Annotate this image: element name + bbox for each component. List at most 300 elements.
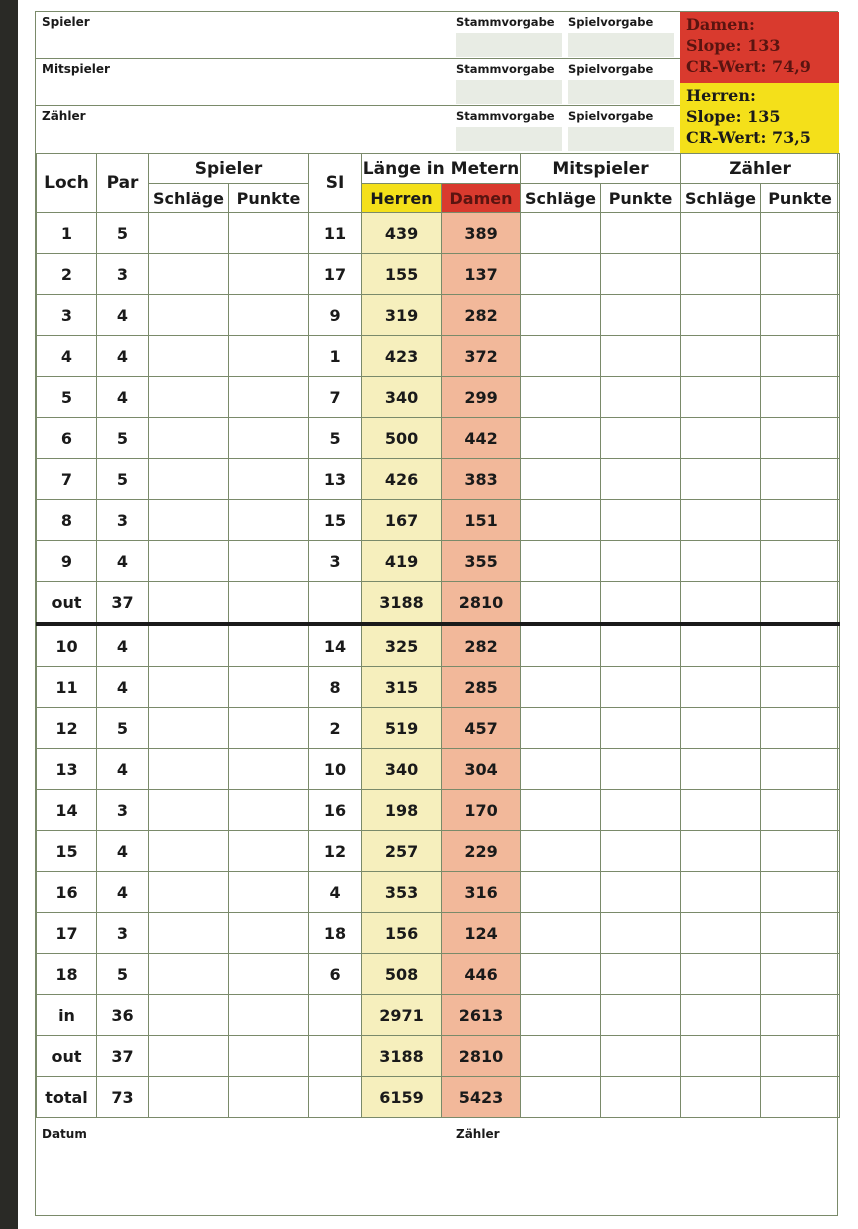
zaehler-schlaege-cell[interactable] (681, 913, 761, 954)
zaehler-schlaege-cell[interactable] (681, 500, 761, 541)
mitspieler-punkte-cell[interactable] (601, 708, 681, 749)
spieler-punkte-cell[interactable] (229, 790, 309, 831)
table-row (37, 708, 840, 749)
hole-cell: 1 (37, 213, 97, 254)
spieler-schlaege-cell[interactable] (149, 377, 229, 418)
mitspieler-schlaege-header: Schläge (521, 184, 601, 213)
zaehler-schlaege-cell[interactable] (681, 541, 761, 582)
herren-length-cell: 519 (362, 708, 442, 749)
table-row (37, 995, 840, 1036)
spielvorgabe-field[interactable] (568, 33, 674, 57)
si-cell: 2 (309, 708, 362, 749)
spieler-punkte-cell[interactable] (229, 459, 309, 500)
zaehler-schlaege-cell[interactable] (681, 336, 761, 377)
mitspieler-schlaege-cell[interactable] (521, 749, 601, 790)
hole-cell: 4 (37, 336, 97, 377)
damen-slope: Slope: 133 (686, 36, 781, 55)
par-cell: 5 (97, 418, 149, 459)
mitspieler-punkte-cell[interactable] (601, 667, 681, 708)
left-edge-bar (0, 0, 18, 1229)
table-row (37, 667, 840, 708)
spieler-schlaege-cell[interactable] (149, 708, 229, 749)
spieler-punkte-cell[interactable] (229, 667, 309, 708)
par-cell: 3 (97, 913, 149, 954)
si-cell: 12 (309, 831, 362, 872)
spieler-punkte-cell[interactable] (229, 582, 309, 625)
zaehler-punkte-cell[interactable] (761, 582, 840, 625)
par-cell: 5 (97, 954, 149, 995)
par-cell: 3 (97, 500, 149, 541)
hole-cell: 17 (37, 913, 97, 954)
mitspieler-schlaege-cell[interactable] (521, 254, 601, 295)
hole-cell: 2 (37, 254, 97, 295)
spieler-schlaege-cell[interactable] (149, 582, 229, 625)
par-cell: 4 (97, 377, 149, 418)
mitspieler-punkte-cell[interactable] (601, 872, 681, 913)
table-row (37, 1077, 840, 1118)
damen-cr-wert: CR-Wert: 74,9 (686, 57, 811, 76)
mitspieler-header: Mitspieler (521, 154, 681, 184)
spieler-punkte-cell[interactable] (229, 254, 309, 295)
stammvorgabe-field[interactable] (456, 33, 562, 57)
zaehler-schlaege-cell[interactable] (681, 582, 761, 625)
damen-length-cell: 383 (442, 459, 521, 500)
herren-length-cell: 423 (362, 336, 442, 377)
par-cell: 5 (97, 459, 149, 500)
mitspieler-punkte-cell[interactable] (601, 1036, 681, 1077)
zaehler-schlaege-cell[interactable] (681, 418, 761, 459)
spieler-punkte-cell[interactable] (229, 1036, 309, 1077)
zaehler-schlaege-cell[interactable] (681, 790, 761, 831)
mitspieler-schlaege-cell[interactable] (521, 295, 601, 336)
herren-length-cell: 6159 (362, 1077, 442, 1118)
mitspieler-punkte-cell[interactable] (601, 295, 681, 336)
mitspieler-schlaege-cell[interactable] (521, 213, 601, 254)
zaehler-schlaege-cell[interactable] (681, 1036, 761, 1077)
datum-label: Datum (42, 1127, 87, 1141)
mitspieler-schlaege-cell[interactable] (521, 418, 601, 459)
laenge-header: Länge in Metern (362, 154, 521, 184)
mitspieler-punkte-header: Punkte (601, 184, 681, 213)
spieler-punkte-cell[interactable] (229, 1077, 309, 1118)
table-row (37, 954, 840, 995)
si-cell: 13 (309, 459, 362, 500)
table-row (37, 377, 840, 418)
herren-cr-wert: CR-Wert: 73,5 (686, 128, 811, 147)
damen-length-cell: 282 (442, 295, 521, 336)
zaehler-schlaege-cell[interactable] (681, 831, 761, 872)
zaehler-punkte-cell[interactable] (761, 418, 840, 459)
damen-length-cell: 299 (442, 377, 521, 418)
spieler-punkte-header: Punkte (229, 184, 309, 213)
mitspieler-punkte-cell[interactable] (601, 500, 681, 541)
herren-length-cell: 3188 (362, 1036, 442, 1077)
si-cell: 14 (309, 624, 362, 667)
hole-cell: in (37, 995, 97, 1036)
si-cell: 15 (309, 500, 362, 541)
spieler-schlaege-cell[interactable] (149, 872, 229, 913)
zaehler-punkte-cell[interactable] (761, 213, 840, 254)
mitspieler-schlaege-cell[interactable] (521, 708, 601, 749)
table-row (37, 254, 840, 295)
stammvorgabe-label: Stammvorgabe (456, 62, 555, 76)
damen-length-cell: 457 (442, 708, 521, 749)
si-cell: 7 (309, 377, 362, 418)
zaehler-schlaege-cell[interactable] (681, 213, 761, 254)
spieler-label: Spieler (42, 15, 90, 29)
zaehler-signature-label: Zähler (456, 1127, 500, 1141)
mitspieler-label: Mitspieler (42, 62, 110, 76)
par-cell: 4 (97, 667, 149, 708)
hole-cell: 12 (37, 708, 97, 749)
si-cell (309, 1077, 362, 1118)
si-cell (309, 995, 362, 1036)
mitspieler-schlaege-cell[interactable] (521, 624, 601, 667)
par-cell: 37 (97, 582, 149, 625)
hole-cell: 3 (37, 295, 97, 336)
hole-cell: 6 (37, 418, 97, 459)
spieler-schlaege-cell[interactable] (149, 254, 229, 295)
hole-cell: 14 (37, 790, 97, 831)
zaehler-schlaege-cell[interactable] (681, 667, 761, 708)
zaehler-punkte-cell[interactable] (761, 995, 840, 1036)
herren-length-cell: 156 (362, 913, 442, 954)
mitspieler-schlaege-cell[interactable] (521, 913, 601, 954)
herren-length-cell: 315 (362, 667, 442, 708)
zaehler-punkte-cell[interactable] (761, 667, 840, 708)
spieler-punkte-cell[interactable] (229, 500, 309, 541)
spieler-schlaege-cell[interactable] (149, 749, 229, 790)
par-cell: 4 (97, 624, 149, 667)
hole-cell: 11 (37, 667, 97, 708)
herren-length-cell: 439 (362, 213, 442, 254)
damen-length-cell: 5423 (442, 1077, 521, 1118)
header-row-zaehler (36, 106, 680, 153)
spieler-punkte-cell[interactable] (229, 872, 309, 913)
herren-length-cell: 500 (362, 418, 442, 459)
zaehler-schlaege-header: Schläge (681, 184, 761, 213)
spieler-schlaege-header: Schläge (149, 184, 229, 213)
spieler-header: Spieler (149, 154, 309, 184)
damen-length-cell: 170 (442, 790, 521, 831)
table-row (37, 749, 840, 790)
zaehler-schlaege-cell[interactable] (681, 624, 761, 667)
table-row (37, 624, 840, 667)
header-row-mitspieler (36, 59, 680, 106)
si-cell: 16 (309, 790, 362, 831)
hole-cell: 16 (37, 872, 97, 913)
hole-cell: 18 (37, 954, 97, 995)
hole-cell: 9 (37, 541, 97, 582)
si-cell: 10 (309, 749, 362, 790)
herren-length-cell: 257 (362, 831, 442, 872)
zaehler-schlaege-cell[interactable] (681, 254, 761, 295)
mitspieler-punkte-cell[interactable] (601, 541, 681, 582)
mitspieler-schlaege-cell[interactable] (521, 377, 601, 418)
zaehler-schlaege-cell[interactable] (681, 295, 761, 336)
zaehler-schlaege-cell[interactable] (681, 995, 761, 1036)
zaehler-schlaege-cell[interactable] (681, 872, 761, 913)
footer (36, 1122, 839, 1217)
spieler-punkte-cell[interactable] (229, 213, 309, 254)
mitspieler-punkte-cell[interactable] (601, 831, 681, 872)
spieler-schlaege-cell[interactable] (149, 790, 229, 831)
mitspieler-punkte-cell[interactable] (601, 954, 681, 995)
spieler-schlaege-cell[interactable] (149, 913, 229, 954)
spieler-punkte-cell[interactable] (229, 708, 309, 749)
mitspieler-schlaege-cell[interactable] (521, 831, 601, 872)
mitspieler-schlaege-cell[interactable] (521, 1036, 601, 1077)
si-cell: 1 (309, 336, 362, 377)
par-cell: 5 (97, 213, 149, 254)
mitspieler-punkte-cell[interactable] (601, 995, 681, 1036)
hole-cell: 5 (37, 377, 97, 418)
spieler-schlaege-cell[interactable] (149, 541, 229, 582)
mitspieler-punkte-cell[interactable] (601, 377, 681, 418)
mitspieler-punkte-cell[interactable] (601, 913, 681, 954)
damen-length-cell: 285 (442, 667, 521, 708)
herren-length-cell: 167 (362, 500, 442, 541)
damen-length-cell: 124 (442, 913, 521, 954)
mitspieler-punkte-cell[interactable] (601, 1077, 681, 1118)
spieler-schlaege-cell[interactable] (149, 336, 229, 377)
par-cell: 4 (97, 749, 149, 790)
zaehler-punkte-cell[interactable] (761, 1036, 840, 1077)
spieler-schlaege-cell[interactable] (149, 459, 229, 500)
damen-length-cell: 446 (442, 954, 521, 995)
si-cell: 17 (309, 254, 362, 295)
spieler-schlaege-cell[interactable] (149, 831, 229, 872)
zaehler-punkte-cell[interactable] (761, 336, 840, 377)
hole-cell: out (37, 1036, 97, 1077)
damen-rating-box (680, 12, 839, 83)
table-row (37, 790, 840, 831)
zaehler-punkte-header: Punkte (761, 184, 840, 213)
stammvorgabe-label: Stammvorgabe (456, 15, 555, 29)
mitspieler-schlaege-cell[interactable] (521, 582, 601, 625)
herren-length-cell: 353 (362, 872, 442, 913)
spieler-punkte-cell[interactable] (229, 295, 309, 336)
table-row (37, 418, 840, 459)
si-cell: 3 (309, 541, 362, 582)
herren-length-cell: 426 (362, 459, 442, 500)
mitspieler-punkte-cell[interactable] (601, 790, 681, 831)
zaehler-schlaege-cell[interactable] (681, 1077, 761, 1118)
damen-length-cell: 442 (442, 418, 521, 459)
scorecard (35, 11, 838, 1216)
mitspieler-schlaege-cell[interactable] (521, 336, 601, 377)
zaehler-header: Zähler (681, 154, 840, 184)
par-cell: 4 (97, 336, 149, 377)
mitspieler-schlaege-cell[interactable] (521, 995, 601, 1036)
herren-length-cell: 2971 (362, 995, 442, 1036)
spieler-punkte-cell[interactable] (229, 913, 309, 954)
herren-length-cell: 198 (362, 790, 442, 831)
mitspieler-schlaege-cell[interactable] (521, 459, 601, 500)
spieler-punkte-cell[interactable] (229, 377, 309, 418)
spieler-punkte-cell[interactable] (229, 418, 309, 459)
par-cell: 3 (97, 790, 149, 831)
herren-length-cell: 340 (362, 749, 442, 790)
spieler-schlaege-cell[interactable] (149, 1077, 229, 1118)
mitspieler-schlaege-cell[interactable] (521, 872, 601, 913)
damen-header: Damen (442, 184, 521, 213)
si-cell: 5 (309, 418, 362, 459)
zaehler-punkte-cell[interactable] (761, 459, 840, 500)
damen-length-cell: 2810 (442, 1036, 521, 1077)
herren-header: Herren (362, 184, 442, 213)
hole-cell: 15 (37, 831, 97, 872)
spieler-punkte-cell[interactable] (229, 831, 309, 872)
damen-title: Damen: (686, 15, 755, 34)
mitspieler-schlaege-cell[interactable] (521, 954, 601, 995)
hole-cell: total (37, 1077, 97, 1118)
mitspieler-punkte-cell[interactable] (601, 418, 681, 459)
table-row (37, 1036, 840, 1077)
mitspieler-punkte-cell[interactable] (601, 582, 681, 625)
table-row (37, 831, 840, 872)
spieler-punkte-cell[interactable] (229, 954, 309, 995)
zaehler-punkte-cell[interactable] (761, 954, 840, 995)
mitspieler-punkte-cell[interactable] (601, 749, 681, 790)
zaehler-schlaege-cell[interactable] (681, 954, 761, 995)
damen-length-cell: 2810 (442, 582, 521, 625)
mitspieler-punkte-cell[interactable] (601, 213, 681, 254)
zaehler-schlaege-cell[interactable] (681, 708, 761, 749)
si-header: SI (309, 154, 362, 213)
hole-cell: 13 (37, 749, 97, 790)
damen-length-cell: 389 (442, 213, 521, 254)
par-cell: 37 (97, 1036, 149, 1077)
par-cell: 4 (97, 295, 149, 336)
table-row (37, 295, 840, 336)
damen-length-cell: 2613 (442, 995, 521, 1036)
si-cell: 11 (309, 213, 362, 254)
damen-length-cell: 372 (442, 336, 521, 377)
spieler-schlaege-cell[interactable] (149, 500, 229, 541)
damen-length-cell: 304 (442, 749, 521, 790)
stammvorgabe-label: Stammvorgabe (456, 109, 555, 123)
zaehler-punkte-cell[interactable] (761, 872, 840, 913)
herren-title: Herren: (686, 86, 756, 105)
mitspieler-punkte-cell[interactable] (601, 254, 681, 295)
table-row (37, 913, 840, 954)
damen-length-cell: 151 (442, 500, 521, 541)
par-cell: 73 (97, 1077, 149, 1118)
spieler-punkte-cell[interactable] (229, 749, 309, 790)
herren-length-cell: 340 (362, 377, 442, 418)
mitspieler-schlaege-cell[interactable] (521, 790, 601, 831)
herren-length-cell: 325 (362, 624, 442, 667)
par-cell: 4 (97, 872, 149, 913)
si-cell: 8 (309, 667, 362, 708)
zaehler-schlaege-cell[interactable] (681, 459, 761, 500)
table-row (37, 582, 840, 625)
table-row (37, 459, 840, 500)
herren-length-cell: 3188 (362, 582, 442, 625)
table-row (37, 336, 840, 377)
zaehler-punkte-cell[interactable] (761, 1077, 840, 1118)
spielvorgabe-field[interactable] (568, 80, 674, 104)
herren-length-cell: 419 (362, 541, 442, 582)
damen-length-cell: 355 (442, 541, 521, 582)
zaehler-punkte-cell[interactable] (761, 500, 840, 541)
table-row (37, 213, 840, 254)
zaehler-punkte-cell[interactable] (761, 254, 840, 295)
si-cell: 9 (309, 295, 362, 336)
spieler-schlaege-cell[interactable] (149, 418, 229, 459)
herren-rating-box (680, 83, 839, 153)
mitspieler-schlaege-cell[interactable] (521, 1077, 601, 1118)
spieler-schlaege-cell[interactable] (149, 213, 229, 254)
damen-length-cell: 229 (442, 831, 521, 872)
mitspieler-schlaege-cell[interactable] (521, 500, 601, 541)
zaehler-punkte-cell[interactable] (761, 790, 840, 831)
spieler-punkte-cell[interactable] (229, 541, 309, 582)
table-row (37, 500, 840, 541)
herren-length-cell: 155 (362, 254, 442, 295)
spieler-punkte-cell[interactable] (229, 624, 309, 667)
spieler-schlaege-cell[interactable] (149, 954, 229, 995)
si-cell: 6 (309, 954, 362, 995)
spieler-punkte-cell[interactable] (229, 336, 309, 377)
zaehler-punkte-cell[interactable] (761, 913, 840, 954)
zaehler-label: Zähler (42, 109, 86, 123)
mitspieler-punkte-cell[interactable] (601, 459, 681, 500)
zaehler-punkte-cell[interactable] (761, 708, 840, 749)
zaehler-punkte-cell[interactable] (761, 295, 840, 336)
spieler-schlaege-cell[interactable] (149, 624, 229, 667)
spielvorgabe-label: Spielvorgabe (568, 109, 654, 123)
mitspieler-punkte-cell[interactable] (601, 336, 681, 377)
spieler-schlaege-cell[interactable] (149, 667, 229, 708)
zaehler-punkte-cell[interactable] (761, 749, 840, 790)
mitspieler-punkte-cell[interactable] (601, 624, 681, 667)
spieler-punkte-cell[interactable] (229, 995, 309, 1036)
spielvorgabe-field[interactable] (568, 127, 674, 151)
hole-cell: 7 (37, 459, 97, 500)
hole-cell: out (37, 582, 97, 625)
zaehler-punkte-cell[interactable] (761, 831, 840, 872)
stammvorgabe-field[interactable] (456, 127, 562, 151)
par-header: Par (97, 154, 149, 213)
damen-length-cell: 282 (442, 624, 521, 667)
par-cell: 5 (97, 708, 149, 749)
spieler-schlaege-cell[interactable] (149, 295, 229, 336)
spieler-schlaege-cell[interactable] (149, 1036, 229, 1077)
herren-slope: Slope: 135 (686, 107, 781, 126)
hole-cell: 10 (37, 624, 97, 667)
mitspieler-schlaege-cell[interactable] (521, 667, 601, 708)
mitspieler-schlaege-cell[interactable] (521, 541, 601, 582)
hole-cell: 8 (37, 500, 97, 541)
zaehler-punkte-cell[interactable] (761, 624, 840, 667)
zaehler-punkte-cell[interactable] (761, 377, 840, 418)
score-table (36, 153, 840, 1118)
table-row (37, 541, 840, 582)
stammvorgabe-field[interactable] (456, 80, 562, 104)
zaehler-schlaege-cell[interactable] (681, 749, 761, 790)
spielvorgabe-label: Spielvorgabe (568, 62, 654, 76)
zaehler-schlaege-cell[interactable] (681, 377, 761, 418)
par-cell: 3 (97, 254, 149, 295)
spieler-schlaege-cell[interactable] (149, 995, 229, 1036)
zaehler-punkte-cell[interactable] (761, 541, 840, 582)
si-cell (309, 1036, 362, 1077)
header-row-spieler (36, 12, 680, 59)
damen-length-cell: 316 (442, 872, 521, 913)
damen-length-cell: 137 (442, 254, 521, 295)
